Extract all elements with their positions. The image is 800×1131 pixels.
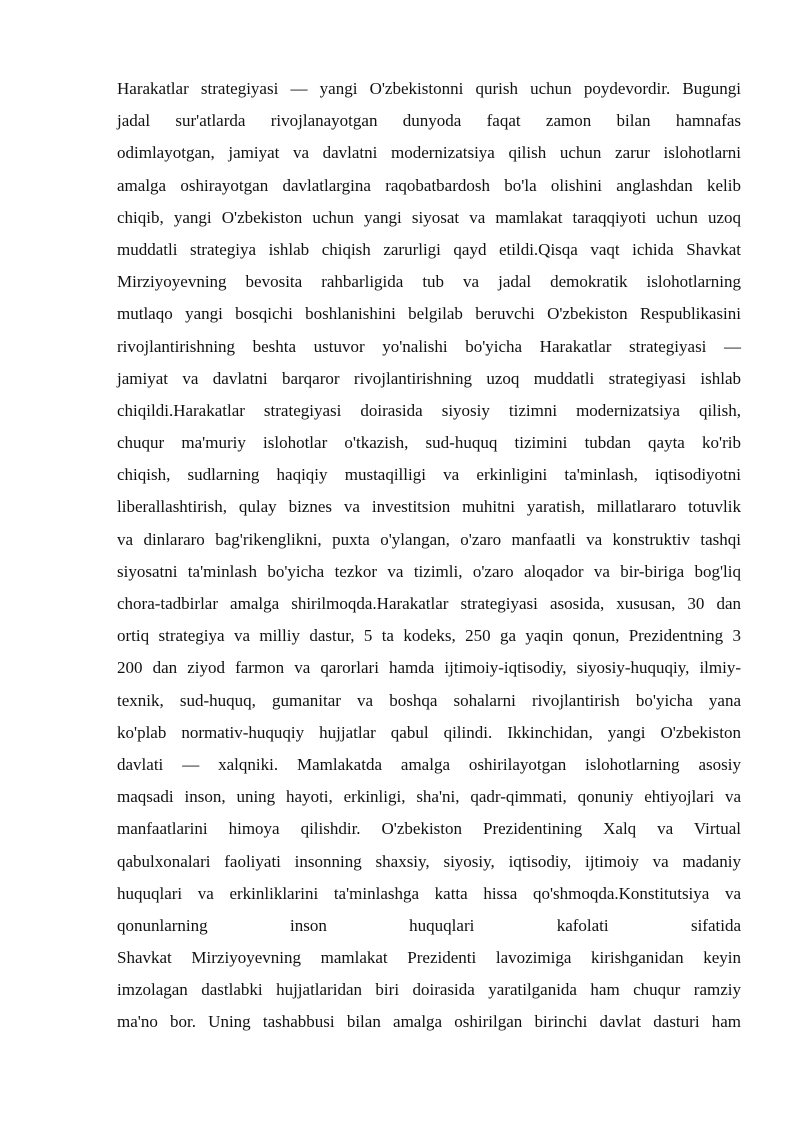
text-line: chiqib, yangi O'zbekiston uchun yangi siyosat va mamlakat taraqqiyoti uchun uzoq [117,207,741,227]
text-line: qabulxonalari faoliyati insonning shaxsiy, siyosiy, iqtisodiy, ijtimoiy va madaniy [117,851,741,871]
text-line: 200 dan ziyod farmon va qarorlari hamda ijtimoiy-iqtisodiy, siyosiy-huquqiy, ilmiy- [117,658,741,678]
text-line: imzolagan dastlabki hujjatlaridan biri doirasida yaratilganida ham chuqur ramziy [117,980,741,1000]
text-line: amalga oshirayotgan davlatlargina raqobatbardosh bo'la olishini anglashdan kelib [117,175,741,195]
text-line: chiqildi.Harakatlar strategiyasi doirasida siyosiy tizimni modernizatsiya qilish, [117,400,741,420]
text-line: manfaatlarini himoya qilishdir. O'zbekiston Prezidentining Xalq va Virtual [117,819,741,839]
text-line: va dinlararo bag'rikenglikni, puxta o'ylangan, o'zaro manfaatli va konstruktiv tashqi [117,529,741,549]
text-line: huquqlari va erkinliklarini ta'minlashga katta hissa qo'shmoqda.Konstitutsiya va [117,883,741,903]
text-line: chiqish, sudlarning haqiqiy mustaqilligi va erkinligini ta'minlash, iqtisodiyotni [117,465,741,485]
text-line: qonunlarning inson huquqlari kafolati sifatida [117,915,741,935]
text-line: jadal sur'atlarda rivojlanayotgan dunyoda faqat zamon bilan hamnafas [117,111,741,131]
text-line: ortiq strategiya va milliy dastur, 5 ta kodeks, 250 ga yaqin qonun, Prezidentning 3 [117,626,741,646]
text-line: texnik, sud-huquq, gumanitar va boshqa sohalarni rivojlantirish bo'yicha yana [117,690,741,710]
body-text [117,73,741,1039]
text-line: mutlaqo yangi bosqichi boshlanishini belgilab beruvchi O'zbekiston Respublikasini [117,304,741,324]
text-line: siyosatni ta'minlash bo'yicha tezkor va tizimli, o'zaro aloqador va bir-biriga bog'liq [117,561,741,581]
text-line: jamiyat va davlatni barqaror rivojlantirishning uzoq muddatli strategiyasi ishlab [117,368,741,388]
text-line: odimlayotgan, jamiyat va davlatni modernizatsiya qilish uchun zarur islohotlarni [117,143,741,163]
text-line: muddatli strategiya ishlab chiqish zarurligi qayd etildi.Qisqa vaqt ichida Shavkat [117,239,741,259]
text-line: rivojlantirishning beshta ustuvor yo'nalishi bo'yicha Harakatlar strategiyasi — [117,336,741,356]
text-line: ko'plab normativ-huquqiy hujjatlar qabul qilindi. Ikkinchidan, yangi O'zbekiston [117,722,741,742]
text-line: liberallashtirish, qulay biznes va investitsion muhitni yaratish, millatlararo totuvlik [117,497,741,517]
text-line: Mirziyoyevning bevosita rahbarligida tub va jadal demokratik islohotlarning [117,272,741,292]
text-line: davlati — xalqniki. Mamlakatda amalga oshirilayotgan islohotlarning asosiy [117,754,741,774]
text-line: chora-tadbirlar amalga shirilmoqda.Harakatlar strategiyasi asosida, xususan, 30 dan [117,594,741,613]
text-line: ma'no bor. Uning tashabbusi bilan amalga oshirilgan birinchi davlat dasturi ham [117,1012,741,1032]
text-line: Harakatlar strategiyasi — yangi O'zbekistonni qurish uchun poydevordir. Bugungi [117,79,741,98]
text-line: maqsadi inson, uning hayoti, erkinligi, sha'ni, qadr-qimmati, qonuniy ehtiyojlari va [117,787,741,807]
text-line: Shavkat Mirziyoyevning mamlakat Prezidenti lavozimiga kirishganidan keyin [117,948,741,968]
text-line: chuqur ma'muriy islohotlar o'tkazish, sud-huquq tizimini tubdan qayta ko'rib [117,433,741,453]
